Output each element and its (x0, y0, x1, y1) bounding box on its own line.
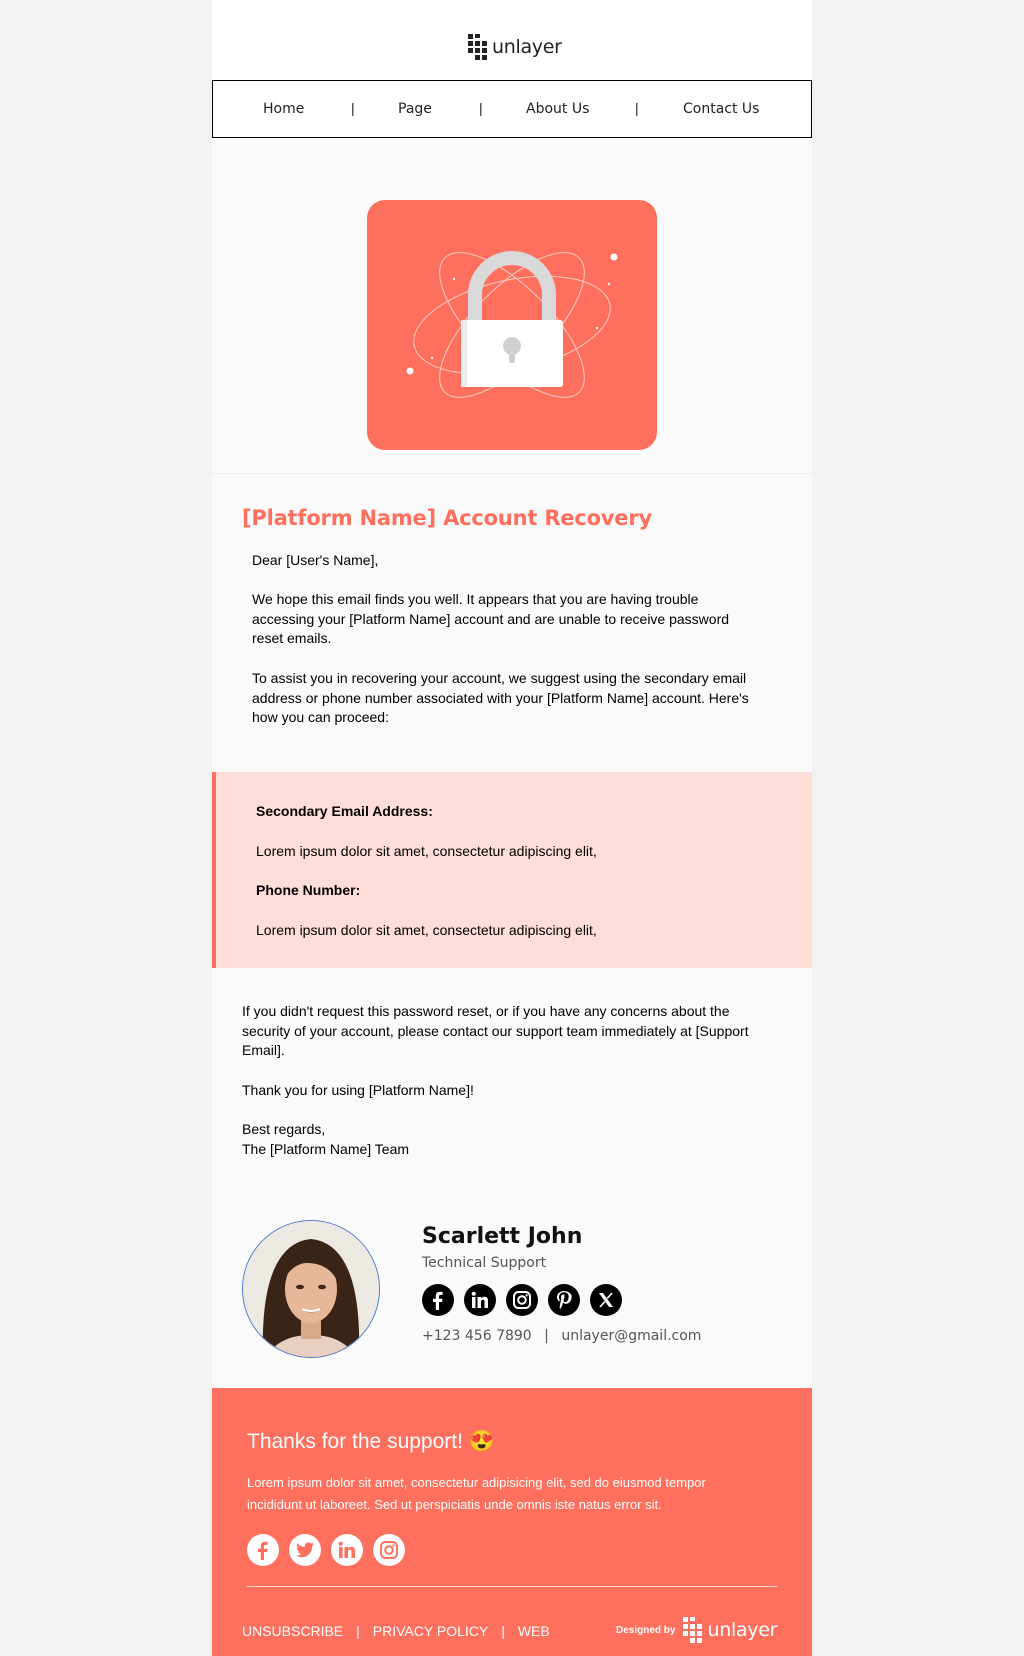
web-link[interactable]: WEB (517, 1623, 550, 1639)
footer-title: Thanks for the support! 😍 (247, 1430, 495, 1453)
lock-icon (367, 200, 657, 450)
footer-body: Lorem ipsum dolor sit amet, consectetur adipisicing elit, sed do eiusmod tempor incididunt ut laboreet. Sed ut perspiciatis unde omnis iste natus error sit. (247, 1475, 706, 1512)
footer-social-icons (247, 1534, 405, 1566)
footer-link-separator: | (501, 1623, 505, 1639)
instagram-icon[interactable] (373, 1534, 405, 1566)
privacy-policy-link[interactable]: PRIVACY POLICY (372, 1623, 489, 1639)
lock-illustration (367, 200, 657, 450)
nav-separator: | (479, 100, 483, 116)
nav-page[interactable]: Page (398, 101, 432, 117)
nav-separator: | (351, 100, 355, 116)
unsubscribe-link[interactable]: UNSUBSCRIBE (242, 1623, 344, 1639)
footer-divider (247, 1586, 777, 1587)
security-paragraph: If you didn't request this password reset, or if you have any concerns about the security of your account, please contact our support team immediately at [Support Email]. (242, 1003, 749, 1058)
designed-by-brand: unlayer (707, 1619, 778, 1641)
signature-name: Scarlett John (422, 1224, 583, 1249)
unlayer-logo-icon (468, 32, 488, 62)
thank-you-text: Thank you for using [Platform Name]! (242, 1082, 474, 1098)
hero-section (212, 138, 812, 474)
nav-contact-us[interactable]: Contact Us (683, 101, 760, 117)
nav-separator: | (635, 100, 639, 116)
team-signoff: The [Platform Name] Team (242, 1141, 410, 1157)
facebook-icon[interactable] (247, 1534, 279, 1566)
x-icon[interactable] (590, 1284, 622, 1316)
email-container (212, 0, 812, 1656)
secondary-email-label: Secondary Email Address: (256, 803, 433, 819)
facebook-icon[interactable] (422, 1284, 454, 1316)
linkedin-icon[interactable] (331, 1534, 363, 1566)
closing-text: Best regards, (242, 1121, 326, 1137)
footer (212, 1388, 812, 1656)
signature-contact (422, 1328, 701, 1344)
phone-label: Phone Number: (256, 882, 361, 898)
nav-home[interactable]: Home (263, 101, 305, 117)
secondary-email-value: Lorem ipsum dolor sit amet, consectetur adipiscing elit, (256, 843, 597, 859)
intro-paragraph: We hope this email finds you well. It appears that you are having trouble accessing your [Platform Name] account and are unable to receive password reset emails. (252, 591, 730, 646)
linkedin-icon[interactable] (464, 1284, 496, 1316)
nav-about-us[interactable]: About Us (526, 101, 590, 117)
twitter-icon[interactable] (289, 1534, 321, 1566)
signature-role: Technical Support (422, 1255, 547, 1271)
avatar-photo (243, 1221, 379, 1357)
signature-email[interactable]: unlayer@gmail.com (561, 1328, 702, 1344)
logo-bar (212, 0, 812, 80)
recovery-options-callout (212, 772, 812, 968)
logo-text: unlayer (492, 36, 562, 58)
instagram-icon[interactable] (506, 1284, 538, 1316)
phone-value: Lorem ipsum dolor sit amet, consectetur adipiscing elit, (256, 922, 597, 938)
nav-bar (212, 80, 812, 138)
greeting-text: Dear [User's Name], (252, 552, 379, 568)
footer-link-separator: | (356, 1623, 360, 1639)
avatar (242, 1220, 380, 1358)
contact-separator: | (544, 1328, 549, 1344)
designed-by-badge[interactable] (616, 1615, 777, 1645)
signature-phone[interactable]: +123 456 7890 (422, 1328, 532, 1344)
unlayer-logo-icon (683, 1615, 703, 1645)
footer-links (242, 1623, 550, 1639)
designed-by-text: Designed by (616, 1624, 676, 1636)
unlayer-logo[interactable] (468, 32, 562, 62)
signature-social-icons (422, 1284, 622, 1316)
instructions-paragraph: To assist you in recovering your account, we suggest using the secondary email address or phone number associated with your [Platform Name] account. Here's how you can proceed: (252, 670, 749, 725)
page-title: [Platform Name] Account Recovery (242, 506, 652, 530)
pinterest-icon[interactable] (548, 1284, 580, 1316)
